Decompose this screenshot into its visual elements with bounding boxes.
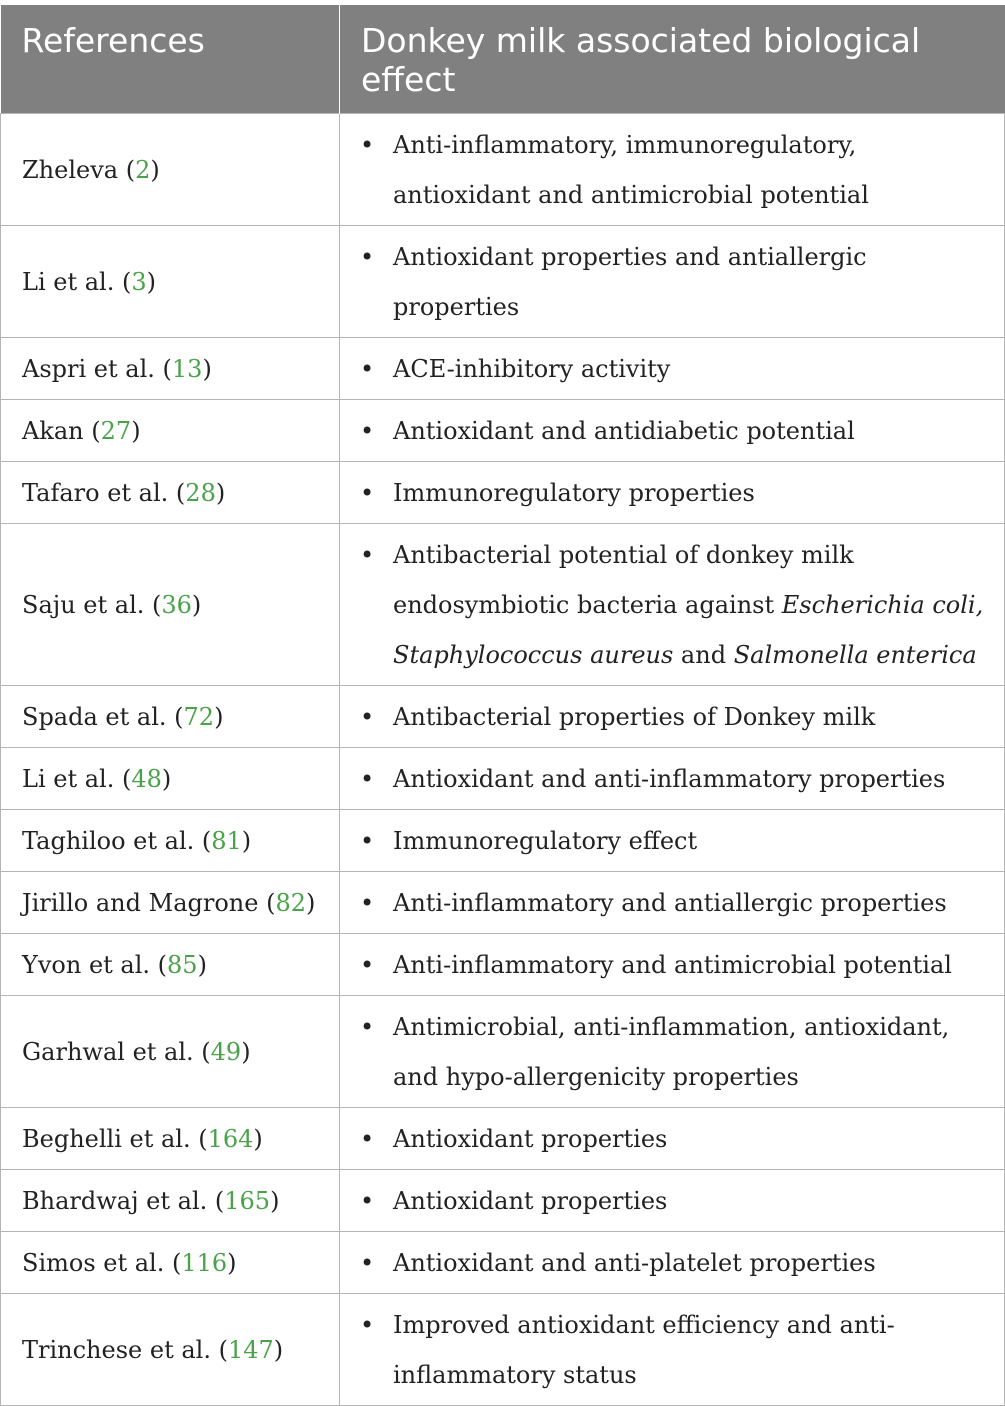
citation-link[interactable]: 81 xyxy=(211,826,242,855)
table-row xyxy=(1,338,1005,400)
reference-cell: Taghiloo et al. (81) xyxy=(1,810,340,872)
table-row xyxy=(1,934,1005,996)
table-row xyxy=(1,872,1005,934)
effect-cell xyxy=(340,338,1005,400)
citation-link[interactable]: 49 xyxy=(210,1037,242,1066)
effect-cell xyxy=(340,524,1005,686)
reference-cell: Akan (27) xyxy=(1,400,340,462)
effect-cell xyxy=(340,748,1005,810)
reference-cell: Zheleva (2) xyxy=(1,114,340,226)
reference-author: Li et al. xyxy=(22,764,115,793)
effect-text: ACE-inhibitory activity xyxy=(393,355,671,383)
reference-author: Bhardwaj et al. xyxy=(22,1186,208,1215)
reference-cell: Tafaro et al. (28) xyxy=(1,462,340,524)
citation-link[interactable]: 3 xyxy=(131,267,147,296)
citation-link[interactable]: 116 xyxy=(181,1248,228,1277)
bullet-icon: • xyxy=(360,703,375,731)
citation-link[interactable]: 164 xyxy=(207,1124,254,1153)
species-name: Escherichia coli, Staphylococcus aureus xyxy=(393,591,984,669)
reference-cell: Spada et al. (72) xyxy=(1,686,340,748)
table-row xyxy=(1,810,1005,872)
effect-text: Anti-inflammatory and antimicrobial potential xyxy=(393,951,952,979)
effect-cell xyxy=(340,996,1005,1108)
reference-author: Spada et al. xyxy=(22,702,167,731)
reference-author: Trinchese et al. xyxy=(22,1335,211,1364)
reference-author: Zheleva xyxy=(22,155,119,184)
reference-author: Aspri et al. xyxy=(22,354,155,383)
bullet-icon: • xyxy=(360,765,375,793)
citation-link[interactable]: 48 xyxy=(131,764,162,793)
effect-text-part: Antibacterial potential of donkey milk endosymbiotic bacteria against xyxy=(393,541,854,619)
effect-text: Antioxidant properties xyxy=(393,1187,668,1215)
table-row xyxy=(1,462,1005,524)
table-row xyxy=(1,524,1005,686)
reference-author: Yvon et al. xyxy=(22,950,151,979)
bullet-icon: • xyxy=(360,1311,375,1339)
effect-text: Antibacterial properties of Donkey milk xyxy=(393,703,876,731)
citation-link[interactable]: 36 xyxy=(161,590,192,619)
reference-author: Saju et al. xyxy=(22,590,145,619)
effect-text: Antioxidant and anti-platelet properties xyxy=(393,1249,876,1277)
header-row xyxy=(1,5,1005,114)
reference-author: Garhwal et al. xyxy=(22,1037,194,1066)
reference-cell: Saju et al. (36) xyxy=(1,524,340,686)
bullet-icon: • xyxy=(360,1187,375,1215)
effect-text: Antimicrobial, anti-inflammation, antioxidant, and hypo-allergenicity properties xyxy=(393,1013,950,1091)
header-biological-effect: Donkey milk associated biological effect xyxy=(340,5,1005,114)
reference-cell: Simos et al. (116) xyxy=(1,1232,340,1294)
effect-cell xyxy=(340,1232,1005,1294)
citation-link[interactable]: 28 xyxy=(185,478,216,507)
table-row xyxy=(1,996,1005,1108)
bullet-icon: • xyxy=(360,479,375,507)
citation-link[interactable]: 2 xyxy=(135,155,151,184)
effect-text: Immunoregulatory effect xyxy=(393,827,698,855)
effect-cell xyxy=(340,1294,1005,1406)
reference-cell: Beghelli et al. (164) xyxy=(1,1108,340,1170)
table-row xyxy=(1,1232,1005,1294)
header-references: References xyxy=(1,5,340,114)
bullet-icon: • xyxy=(360,827,375,855)
effect-cell xyxy=(340,934,1005,996)
bullet-icon: • xyxy=(360,889,375,917)
reference-author: Beghelli et al. xyxy=(22,1124,191,1153)
table-row xyxy=(1,1170,1005,1232)
effect-cell xyxy=(340,114,1005,226)
species-name: Salmonella enterica xyxy=(733,641,977,669)
citation-link[interactable]: 85 xyxy=(167,950,198,979)
reference-author: Taghiloo et al. xyxy=(22,826,195,855)
effect-cell xyxy=(340,462,1005,524)
effect-cell xyxy=(340,226,1005,338)
citation-link[interactable]: 13 xyxy=(171,354,203,383)
table-row xyxy=(1,114,1005,226)
bullet-icon: • xyxy=(360,243,375,271)
bullet-icon: • xyxy=(360,1125,375,1153)
bullet-icon: • xyxy=(360,355,375,383)
reference-author: Akan xyxy=(22,416,84,445)
reference-cell: Aspri et al. (13) xyxy=(1,338,340,400)
bullet-icon: • xyxy=(360,417,375,445)
citation-link[interactable]: 147 xyxy=(227,1335,274,1364)
effect-text: Immunoregulatory properties xyxy=(393,479,755,507)
reference-cell: Li et al. (3) xyxy=(1,226,340,338)
references-table xyxy=(0,5,1005,1406)
effect-cell xyxy=(340,872,1005,934)
effect-text: Improved antioxidant efficiency and anti-inflammatory status xyxy=(393,1311,895,1389)
citation-link[interactable]: 82 xyxy=(275,888,307,917)
reference-cell: Bhardwaj et al. (165) xyxy=(1,1170,340,1232)
effect-cell xyxy=(340,400,1005,462)
table-row xyxy=(1,748,1005,810)
table-row xyxy=(1,1108,1005,1170)
effect-text xyxy=(393,530,990,680)
effect-cell xyxy=(340,1170,1005,1232)
effect-text: Antioxidant and anti-inflammatory properties xyxy=(393,765,946,793)
bullet-icon: • xyxy=(360,131,375,159)
effect-cell xyxy=(340,810,1005,872)
citation-link[interactable]: 72 xyxy=(183,702,215,731)
reference-cell: Jirillo and Magrone (82) xyxy=(1,872,340,934)
effect-text: Antioxidant properties xyxy=(393,1125,668,1153)
reference-author: Simos et al. xyxy=(22,1248,165,1277)
reference-author: Tafaro et al. xyxy=(22,478,169,507)
effect-text: Antioxidant and antidiabetic potential xyxy=(393,417,855,445)
bullet-icon: • xyxy=(360,951,375,979)
citation-link[interactable]: 27 xyxy=(100,416,132,445)
table-row xyxy=(1,686,1005,748)
reference-author: Jirillo and Magrone xyxy=(22,888,259,917)
effect-cell xyxy=(340,686,1005,748)
reference-cell: Trinchese et al. (147) xyxy=(1,1294,340,1406)
effect-text: Antioxidant properties and antiallergic properties xyxy=(393,243,867,321)
effect-text: Anti-inflammatory, immunoregulatory, antioxidant and antimicrobial potential xyxy=(393,131,869,209)
effect-text: Anti-inflammatory and antiallergic properties xyxy=(393,889,947,917)
reference-cell: Yvon et al. (85) xyxy=(1,934,340,996)
reference-author: Li et al. xyxy=(22,267,115,296)
table-row xyxy=(1,226,1005,338)
reference-cell: Li et al. (48) xyxy=(1,748,340,810)
table-row xyxy=(1,400,1005,462)
reference-cell: Garhwal et al. (49) xyxy=(1,996,340,1108)
bullet-icon: • xyxy=(360,541,375,569)
citation-link[interactable]: 165 xyxy=(224,1186,271,1215)
bullet-icon: • xyxy=(360,1249,375,1277)
effect-text-part: and xyxy=(673,641,734,669)
table-row xyxy=(1,1294,1005,1406)
effect-cell xyxy=(340,1108,1005,1170)
bullet-icon: • xyxy=(360,1013,375,1041)
